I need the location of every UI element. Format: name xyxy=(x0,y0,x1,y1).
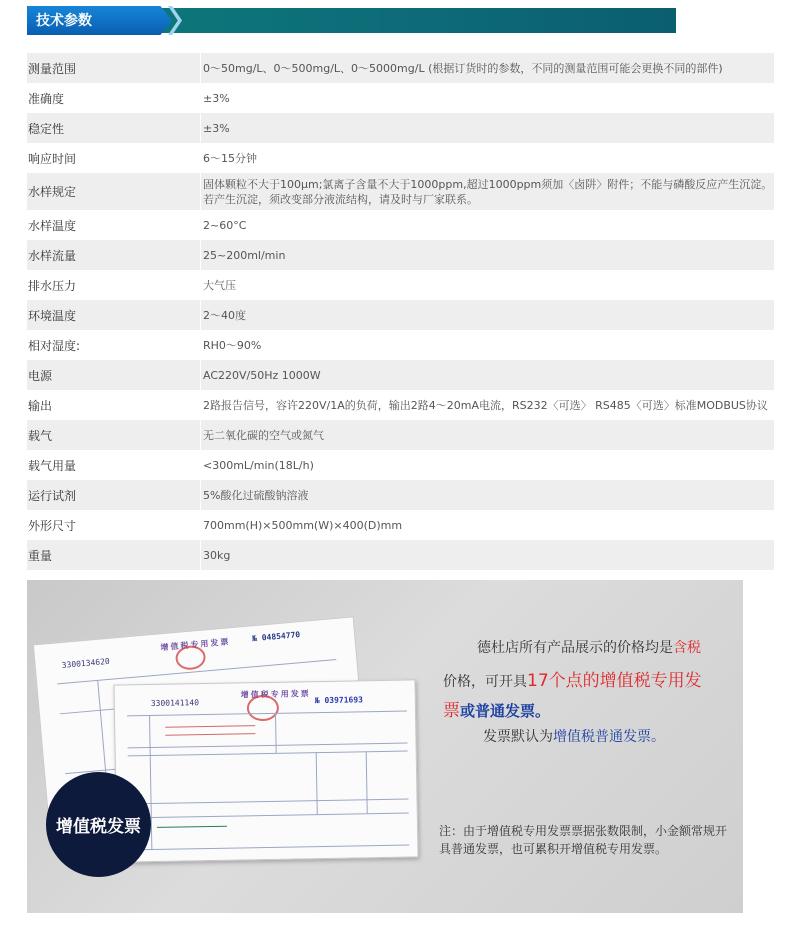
spec-value: 5%酸化过硫酸钠溶液 xyxy=(203,488,309,502)
promo-text: 德杜店所有产品展示的价格均是 xyxy=(477,640,673,656)
spec-value: 2路报告信号，容许220V/1A的负荷，输出2路4～20mA电流，RS232〈可选〉 RS485〈可选〉标准MODBUS协议 xyxy=(203,398,768,412)
spec-row xyxy=(27,360,774,390)
invoice-banner xyxy=(27,580,743,913)
promo-highlight: 17个点的 xyxy=(527,671,600,691)
invoice-image-front xyxy=(113,679,418,862)
spec-value: <300mL/min(18L/h) xyxy=(203,458,314,472)
spec-value: 固体颗粒不大于100μm;氯离子含量不大于1000ppm,超过1000ppm须加〈卤阱〉附件；不能与磷酸反应产生沉淀。若产生沉淀，须改变部分液流结构，请及时与厂家联系。 xyxy=(203,177,773,206)
promo-line-4 xyxy=(483,726,665,746)
spec-label: 测量范围 xyxy=(27,53,201,83)
spec-label: 水样规定 xyxy=(27,173,201,210)
spec-row xyxy=(27,240,774,270)
spec-row xyxy=(27,330,774,360)
spec-label: 稳定性 xyxy=(27,113,201,143)
spec-row xyxy=(27,143,774,173)
spec-value: AC220V/50Hz 1000W xyxy=(203,368,321,382)
spec-label: 电源 xyxy=(27,360,201,390)
spec-label: 排水压力 xyxy=(27,270,201,300)
promo-line-2 xyxy=(443,666,702,691)
spec-value: 25~200ml/min xyxy=(203,248,286,262)
promo-highlight: 票 xyxy=(443,701,460,721)
spec-row xyxy=(27,210,774,240)
invoice-number: № 03971693 xyxy=(314,695,364,706)
spec-label: 载气 xyxy=(27,420,201,450)
spec-row xyxy=(27,173,774,210)
spec-row xyxy=(27,83,774,113)
spec-value: 30kg xyxy=(203,548,231,562)
spec-label: 运行试剂 xyxy=(27,480,201,510)
spec-row xyxy=(27,390,774,420)
spec-row xyxy=(27,113,774,143)
spec-value: 2~60°C xyxy=(203,218,247,232)
promo-highlight: 增值税普通发票。 xyxy=(553,729,665,745)
vat-invoice-badge xyxy=(46,772,151,877)
spec-label: 水样流量 xyxy=(27,240,201,270)
spec-label: 环境温度 xyxy=(27,300,201,330)
invoice-note: 注：由于增值税专用发票票据张数限制，小金额常规开具普通发票，也可累积开增值税专用发票。 xyxy=(439,824,728,856)
invoice-title: 增值税专用发票 xyxy=(240,689,311,700)
invoice-code: 3300134620 xyxy=(61,656,111,670)
spec-row xyxy=(27,420,774,450)
seal-stamp-icon xyxy=(175,644,207,671)
invoice-code: 3300141140 xyxy=(150,698,200,708)
spec-label: 重量 xyxy=(27,540,201,570)
spec-label: 响应时间 xyxy=(27,143,201,173)
promo-highlight: 增值税专用发 xyxy=(599,671,702,691)
spec-value: ±3% xyxy=(203,121,230,135)
spec-row xyxy=(27,540,774,570)
invoice-number: № 04854770 xyxy=(251,630,301,644)
spec-value: ±3% xyxy=(203,91,230,105)
spec-row xyxy=(27,270,774,300)
spec-row xyxy=(27,510,774,540)
promo-text: 价格，可开具 xyxy=(443,674,527,690)
spec-value: 无二氧化碳的空气或氮气 xyxy=(203,428,324,442)
promo-line-1 xyxy=(477,637,701,657)
section-title: 技术参数 xyxy=(36,13,92,29)
promo-highlight: 含税 xyxy=(673,640,701,656)
spec-label: 载气用量 xyxy=(27,450,201,480)
badge-label: 增值税发票 xyxy=(56,817,141,837)
spec-row xyxy=(27,53,774,83)
spec-row xyxy=(27,450,774,480)
spec-value: 2～40度 xyxy=(203,308,246,322)
spec-label: 水样温度 xyxy=(27,210,201,240)
invoice-title: 增值税专用发票 xyxy=(160,637,231,653)
spec-row xyxy=(27,300,774,330)
spec-value: 大气压 xyxy=(203,278,236,292)
spec-value: RH0～90% xyxy=(203,338,262,352)
spec-row xyxy=(27,480,774,510)
spec-value: 0～50mg/L、0～500mg/L、0～5000mg/L (根据订货时的参数，不同的测量范围可能会更换不同的部件) xyxy=(203,61,723,75)
promo-text: 发票默认为 xyxy=(483,729,553,745)
spec-value: 6～15分钟 xyxy=(203,151,257,165)
promo-highlight: 或普通发票。 xyxy=(460,702,551,720)
promo-line-3 xyxy=(443,696,550,721)
spec-value: 700mm(H)×500mm(W)×400(D)mm xyxy=(203,518,403,532)
spec-label: 外形尺寸 xyxy=(27,510,201,540)
spec-label: 准确度 xyxy=(27,83,201,113)
spec-label: 输出 xyxy=(27,390,201,420)
spec-table xyxy=(27,53,774,570)
spec-label: 相对湿度: xyxy=(27,330,201,360)
